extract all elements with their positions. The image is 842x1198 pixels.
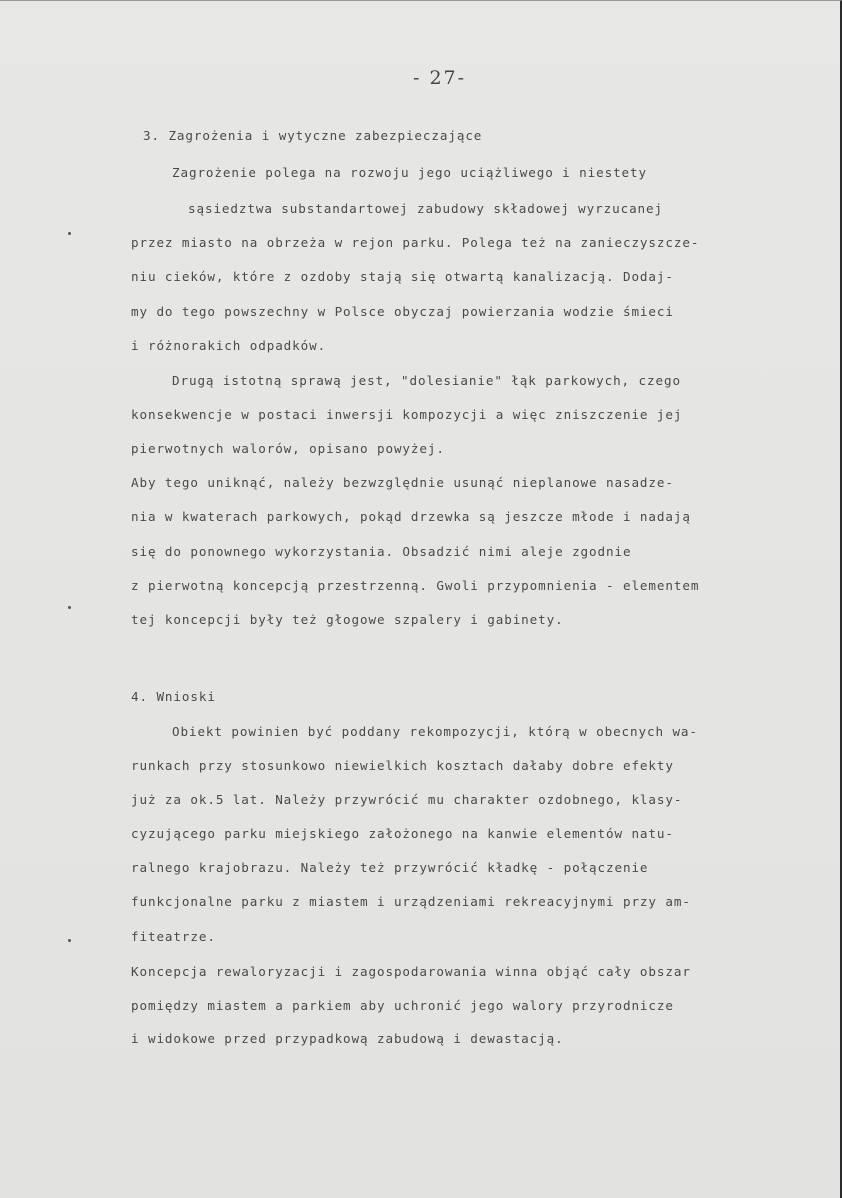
text-line: Drugą istotną sprawą jest, "dolesianie" łąk parkowych, czego <box>172 373 681 388</box>
text-line: się do ponownego wykorzystania. Obsadzić nimi aleje zgodnie <box>131 544 632 559</box>
section-4-heading: 4. Wnioski <box>131 689 216 704</box>
text-line: i widokowe przed przypadkową zabudową i dewastacją. <box>131 1031 564 1046</box>
text-line: tej koncepcji były też głogowe szpalery i gabinety. <box>131 612 564 627</box>
text-line: już za ok.5 lat. Należy przywrócić mu charakter ozdobnego, klasy- <box>131 792 683 807</box>
page-number: - 27- <box>413 67 467 89</box>
text-line: z pierwotną koncepcją przestrzenną. Gwoli przypomnienia - elementem <box>131 578 700 593</box>
text-line: runkach przy stosunkowo niewielkich kosztach dałaby dobre efekty <box>131 758 674 773</box>
scan-speck <box>68 606 71 609</box>
text-line: niu cieków, które z ozdoby stają się otwartą kanalizacją. Dodaj- <box>131 269 674 284</box>
scan-speck <box>68 232 71 235</box>
text-line: konsekwencje w postaci inwersji kompozycji a więc zniszczenie jej <box>131 407 683 422</box>
text-line: Aby tego uniknąć, należy bezwzględnie usunąć nieplanowe nasadze- <box>131 475 674 490</box>
text-line: fiteatrze. <box>131 929 216 944</box>
section-3-heading: 3. Zagrożenia i wytyczne zabezpieczające <box>143 128 483 143</box>
text-line: Zagrożenie polega na rozwoju jego uciążliwego i niestety <box>172 165 647 180</box>
text-line: ralnego krajobrazu. Należy też przywrócić kładkę - połączenie <box>131 860 649 875</box>
text-line: Obiekt powinien być poddany rekompozycji, którą w obecnych wa- <box>172 724 698 739</box>
text-line: Koncepcja rewaloryzacji i zagospodarowania winna objąć cały obszar <box>131 964 691 979</box>
text-line: pierwotnych walorów, opisano powyżej. <box>131 441 445 456</box>
text-line: sąsiedztwa substandartowej zabudowy składowej wyrzucanej <box>188 201 663 216</box>
scan-speck <box>68 939 71 942</box>
text-line: funkcjonalne parku z miastem i urządzeniami rekreacyjnymi przy am- <box>131 894 691 909</box>
text-line: i różnorakich odpadków. <box>131 338 327 353</box>
text-line: pomiędzy miastem a parkiem aby uchronić jego walory przyrodnicze <box>131 998 674 1013</box>
text-line: my do tego powszechny w Polsce obyczaj powierzania wodzie śmieci <box>131 304 674 319</box>
text-line: przez miasto na obrzeża w rejon parku. Polega też na zanieczyszcze- <box>131 235 700 250</box>
text-line: nia w kwaterach parkowych, pokąd drzewka są jeszcze młode i nadają <box>131 509 691 524</box>
text-line: cyzującego parku miejskiego założonego na kanwie elementów natu- <box>131 826 674 841</box>
